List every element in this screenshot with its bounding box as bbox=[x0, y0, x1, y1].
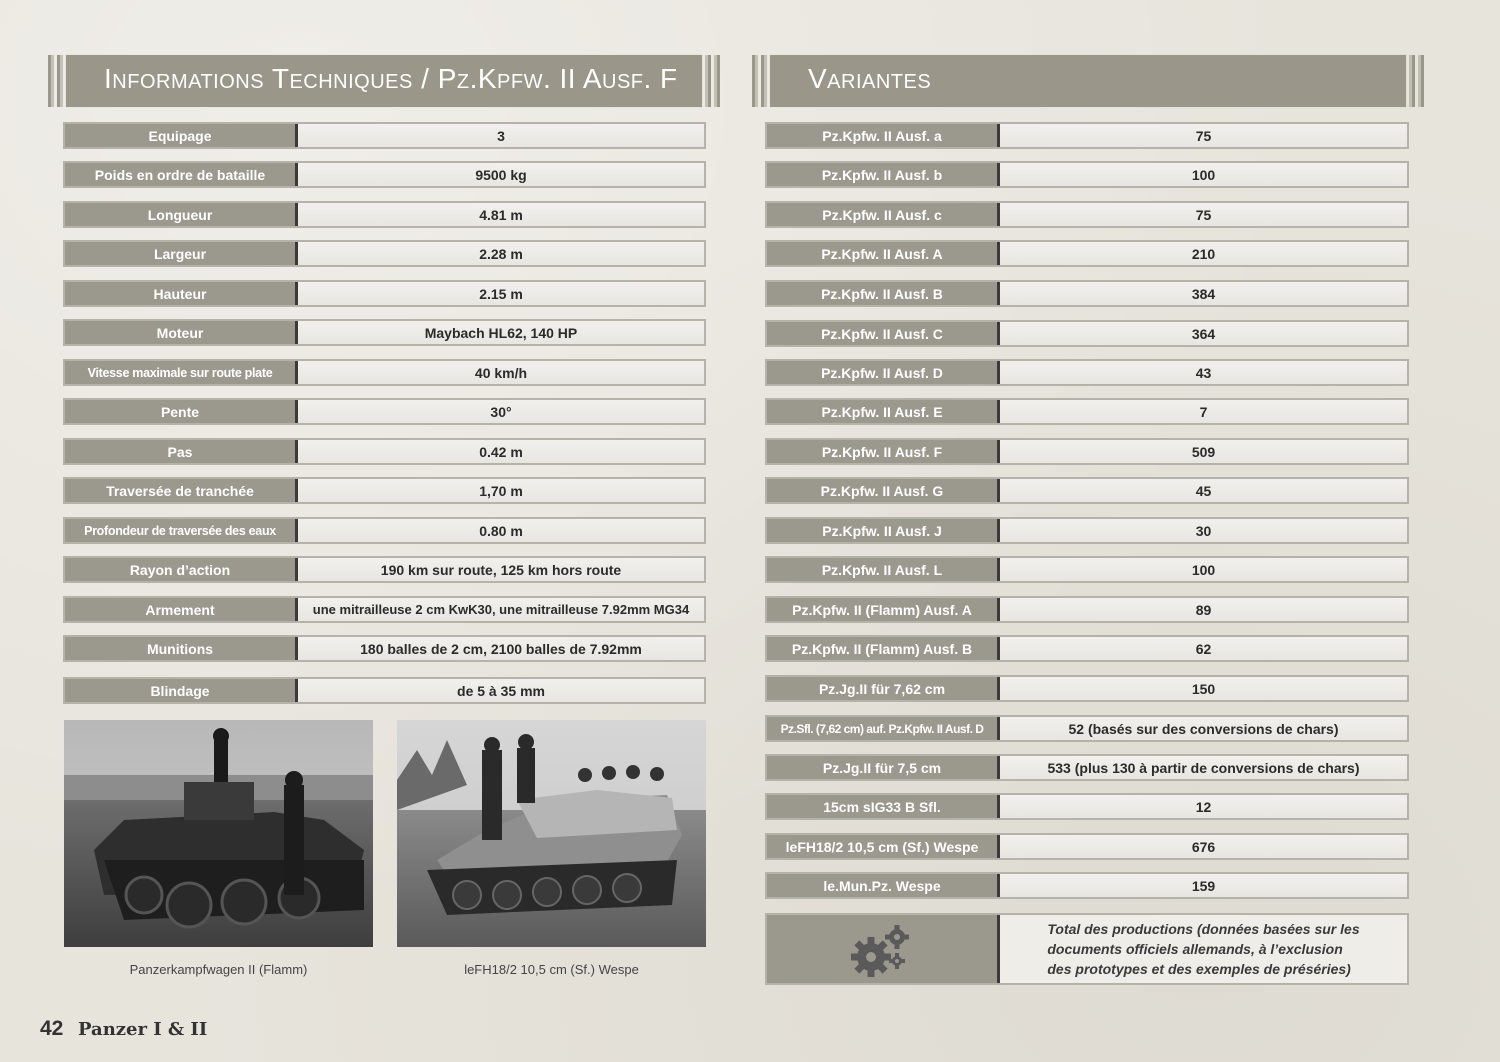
row-value: 52 (basés sur des conversions de chars) bbox=[1000, 717, 1407, 740]
row-value: 509 bbox=[1000, 440, 1407, 463]
tech-info-table bbox=[63, 122, 706, 707]
table-row bbox=[765, 122, 1409, 149]
table-row bbox=[63, 201, 706, 228]
row-value: 40 km/h bbox=[298, 361, 704, 384]
photo-caption: Panzerkampfwagen II (Flamm) bbox=[129, 962, 308, 977]
row-label: Munitions bbox=[65, 637, 298, 660]
table-row bbox=[765, 793, 1409, 820]
row-value: 30° bbox=[298, 400, 704, 423]
row-label: Pz.Kpfw. II Ausf. G bbox=[767, 479, 1000, 502]
table-row bbox=[765, 754, 1409, 781]
row-value: 9500 kg bbox=[298, 163, 704, 186]
photo-panzer-flamm bbox=[64, 720, 373, 947]
row-value: 75 bbox=[1000, 203, 1407, 226]
row-label: Pz.Kpfw. II (Flamm) Ausf. A bbox=[767, 598, 1000, 621]
row-label: Profondeur de traversée des eaux bbox=[65, 519, 298, 542]
table-row bbox=[765, 872, 1409, 899]
table-row bbox=[765, 398, 1409, 425]
row-value: 100 bbox=[1000, 558, 1407, 581]
row-value: 89 bbox=[1000, 598, 1407, 621]
row-value: 0.42 m bbox=[298, 440, 704, 463]
row-label: Pz.Kpfw. II Ausf. A bbox=[767, 242, 1000, 265]
row-value: 533 (plus 130 à partir de conversions de chars) bbox=[1000, 756, 1407, 779]
row-value: 62 bbox=[1000, 637, 1407, 660]
table-row bbox=[63, 319, 706, 346]
table-row bbox=[765, 280, 1409, 307]
row-value: 190 km sur route, 125 km hors route bbox=[298, 558, 704, 581]
row-label: leFH18/2 10,5 cm (Sf.) Wespe bbox=[767, 835, 1000, 858]
table-row bbox=[765, 438, 1409, 465]
row-value: 180 balles de 2 cm, 2100 balles de 7.92mm bbox=[298, 637, 704, 660]
row-value: 100 bbox=[1000, 163, 1407, 186]
photo-wespe bbox=[397, 720, 706, 947]
table-row bbox=[63, 122, 706, 149]
table-row bbox=[63, 477, 706, 504]
row-label: Pz.Jg.II für 7,62 cm bbox=[767, 677, 1000, 700]
row-label: Pas bbox=[65, 440, 298, 463]
row-label: Moteur bbox=[65, 321, 298, 344]
row-label: Equipage bbox=[65, 124, 298, 147]
table-row bbox=[63, 240, 706, 267]
row-value: 364 bbox=[1000, 322, 1407, 345]
right-page-title: Variantes bbox=[808, 63, 932, 94]
table-row bbox=[63, 517, 706, 544]
row-label: Poids en ordre de bataille bbox=[65, 163, 298, 186]
row-label: Pz.Kpfw. II (Flamm) Ausf. B bbox=[767, 637, 1000, 660]
table-row bbox=[63, 556, 706, 583]
table-row bbox=[765, 517, 1409, 544]
right-title-banner bbox=[770, 55, 1406, 107]
tank-photo-illustration bbox=[64, 720, 373, 947]
variants-table bbox=[765, 122, 1409, 987]
table-row bbox=[765, 161, 1409, 188]
table-row bbox=[63, 635, 706, 662]
left-page-title: Informations Techniques / Pz.Kpfw. II Ausf. F bbox=[104, 63, 678, 94]
row-label: Traversée de tranchée bbox=[65, 479, 298, 502]
row-value: 43 bbox=[1000, 361, 1407, 384]
row-label: Rayon d’action bbox=[65, 558, 298, 581]
table-row bbox=[63, 359, 706, 386]
row-label: Largeur bbox=[65, 242, 298, 265]
row-value: 3 bbox=[298, 124, 704, 147]
note-icon-cell bbox=[767, 915, 1000, 983]
row-value: 2.28 m bbox=[298, 242, 704, 265]
table-row bbox=[765, 715, 1409, 742]
row-label: Vitesse maximale sur route plate bbox=[65, 361, 298, 384]
row-label: Pz.Kpfw. II Ausf. C bbox=[767, 322, 1000, 345]
row-label: Hauteur bbox=[65, 282, 298, 305]
production-note-text bbox=[1000, 915, 1407, 983]
left-title-banner bbox=[66, 55, 702, 107]
table-row bbox=[63, 438, 706, 465]
row-label: 15cm sIG33 B Sfl. bbox=[767, 795, 1000, 818]
row-value: 210 bbox=[1000, 242, 1407, 265]
row-value: 7 bbox=[1000, 400, 1407, 423]
production-note-row bbox=[765, 913, 1409, 985]
row-label: Pz.Kpfw. II Ausf. B bbox=[767, 282, 1000, 305]
table-row bbox=[63, 398, 706, 425]
table-row bbox=[765, 675, 1409, 702]
row-label: Blindage bbox=[65, 679, 298, 702]
row-value: 0.80 m bbox=[298, 519, 704, 542]
row-label: Longueur bbox=[65, 203, 298, 226]
row-value: Maybach HL62, 140 HP bbox=[298, 321, 704, 344]
row-label: Pz.Jg.II für 7,5 cm bbox=[767, 756, 1000, 779]
row-value: une mitrailleuse 2 cm KwK30, une mitrailleuse 7.92mm MG34 bbox=[298, 598, 704, 621]
table-row bbox=[63, 280, 706, 307]
photo-caption: leFH18/2 10,5 cm (Sf.) Wespe bbox=[464, 962, 639, 977]
table-row bbox=[63, 596, 706, 623]
row-label: Pz.Sfl. (7,62 cm) auf. Pz.Kpfw. II Ausf. D bbox=[767, 717, 1000, 740]
note-line: documents officiels allemands, à l’exclusion bbox=[1047, 941, 1343, 957]
row-label: Pente bbox=[65, 400, 298, 423]
row-value: 30 bbox=[1000, 519, 1407, 542]
row-value: 4.81 m bbox=[298, 203, 704, 226]
row-label: Pz.Kpfw. II Ausf. F bbox=[767, 440, 1000, 463]
note-line: Total des productions (données basées sur les bbox=[1047, 921, 1360, 937]
table-row bbox=[765, 240, 1409, 267]
gears-icon bbox=[847, 921, 917, 981]
table-row bbox=[765, 477, 1409, 504]
row-label: Pz.Kpfw. II Ausf. b bbox=[767, 163, 1000, 186]
book-brand: Panzer I & II bbox=[78, 1019, 208, 1040]
row-value: 150 bbox=[1000, 677, 1407, 700]
row-value: 676 bbox=[1000, 835, 1407, 858]
table-row bbox=[765, 201, 1409, 228]
row-value: 1,70 m bbox=[298, 479, 704, 502]
row-label: Pz.Kpfw. II Ausf. D bbox=[767, 361, 1000, 384]
row-value: 12 bbox=[1000, 795, 1407, 818]
row-label: Pz.Kpfw. II Ausf. c bbox=[767, 203, 1000, 226]
row-value: 75 bbox=[1000, 124, 1407, 147]
table-row bbox=[765, 635, 1409, 662]
row-value: de 5 à 35 mm bbox=[298, 679, 704, 702]
table-row bbox=[765, 320, 1409, 347]
row-value: 159 bbox=[1000, 874, 1407, 897]
table-row bbox=[63, 677, 706, 704]
table-row bbox=[765, 596, 1409, 623]
table-row bbox=[765, 833, 1409, 860]
note-line: des prototypes et des exemples de préséries) bbox=[1047, 961, 1351, 977]
table-row bbox=[63, 161, 706, 188]
row-value: 384 bbox=[1000, 282, 1407, 305]
row-label: Pz.Kpfw. II Ausf. L bbox=[767, 558, 1000, 581]
table-row bbox=[765, 556, 1409, 583]
row-label: Pz.Kpfw. II Ausf. J bbox=[767, 519, 1000, 542]
row-label: Pz.Kpfw. II Ausf. E bbox=[767, 400, 1000, 423]
row-label: Pz.Kpfw. II Ausf. a bbox=[767, 124, 1000, 147]
row-value: 2.15 m bbox=[298, 282, 704, 305]
row-label: Armement bbox=[65, 598, 298, 621]
row-value: 45 bbox=[1000, 479, 1407, 502]
wespe-photo-illustration bbox=[397, 720, 706, 947]
table-row bbox=[765, 359, 1409, 386]
page-number: 42 bbox=[40, 1017, 64, 1040]
row-label: le.Mun.Pz. Wespe bbox=[767, 874, 1000, 897]
